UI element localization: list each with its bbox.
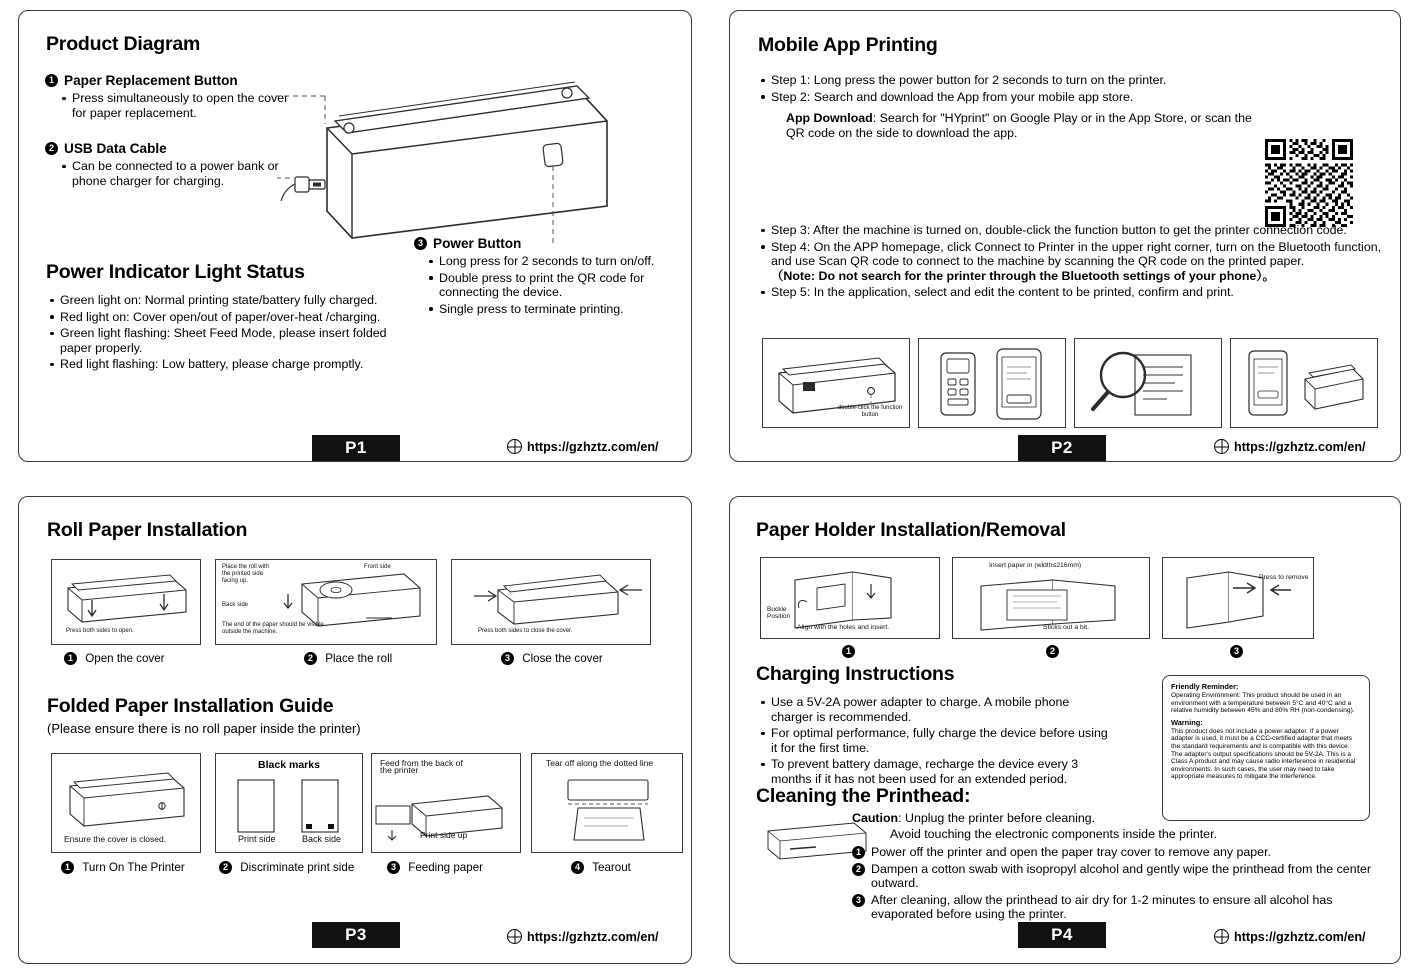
list-item: Step 1: Long press the power button for 2 seconds to turn on the printer.: [760, 73, 1380, 88]
list-item: Red light flashing: Low battery, please charge promptly.: [49, 357, 409, 372]
step-label: Turn On The Printer: [82, 861, 185, 874]
figure-feeding-paper: [371, 753, 521, 853]
step-label: Feeding paper: [408, 861, 484, 874]
charging-list: [760, 695, 1108, 789]
badge-number: 2: [1046, 645, 1059, 658]
globe-icon: [1214, 439, 1229, 454]
callout-bullet: Single press to terminate printing.: [428, 302, 679, 317]
globe-icon: [507, 439, 522, 454]
step-label: Open the cover: [85, 652, 165, 665]
step-label: Place the roll: [325, 652, 393, 665]
badge-number: 4: [571, 861, 584, 874]
step-caption-tearout: [571, 861, 631, 874]
figure-label-back: Back side: [222, 602, 249, 608]
badge-number: 2: [852, 863, 865, 876]
figure-label-sticks-out: Sticks out a bit.: [1043, 624, 1090, 631]
page-title-2: Mobile App Printing: [758, 34, 938, 56]
figure-close-cover: [451, 559, 651, 645]
website-url: https://gzhztz.com/en/: [527, 439, 659, 454]
steps-top-list: [760, 73, 1380, 106]
list-item: For optimal performance, fully charge the device before using it for the first time.: [760, 726, 1108, 755]
website-link-3: [507, 929, 659, 944]
figure-remote-and-phone: [918, 338, 1066, 428]
callout-bullet: Long press for 2 seconds to turn on/off.: [428, 254, 679, 269]
cleaning-step: [852, 845, 1374, 860]
website-url: https://gzhztz.com/en/: [527, 929, 659, 944]
figure-preview-magnifier: [1074, 338, 1222, 428]
list-item: Step 4: On the APP homepage, click Connect to Printer in the upper right corner, turn on the Bluetooth function, and use Scan QR code to connect to the machine by scanning the QR code on the printed paper.: [760, 240, 1382, 269]
friendly-reminder-box: [1162, 675, 1370, 821]
step-label: Tearout: [592, 861, 631, 874]
page-4: [729, 496, 1401, 964]
callout-label: USB Data Cable: [64, 141, 167, 156]
page-3: [18, 496, 692, 964]
figure-label-insert-paper: Insert paper in (width≤216mm): [989, 562, 1082, 569]
figure-inner-caption: Align with the holes and insert.: [797, 624, 890, 631]
figure-label-tear-off: Tear off along the dotted line: [546, 758, 654, 768]
page-badge-1: P1: [312, 435, 400, 461]
figure-label-black-marks: Black marks: [258, 759, 320, 771]
badge-number: 2: [219, 861, 232, 874]
figure-label-place: Place the roll with the printed side facing up.: [222, 564, 270, 584]
caution-text: : Unplug the printer before cleaning.: [898, 811, 1096, 825]
figure-label-print-side-up: Print side up: [420, 830, 468, 840]
step-caption-close-cover: [501, 652, 603, 665]
app-download-text: : Search for "HYprint" on Google Play or in the App Store, or scan the QR code on the side to download the app.: [786, 111, 1252, 140]
badge-number: 3: [387, 861, 400, 874]
caution-label: Caution: [852, 811, 899, 825]
step-caption-open-cover: [64, 652, 165, 665]
figure-inner-caption: Press both sides to open.: [66, 628, 134, 634]
page-title-4: Paper Holder Installation/Removal: [756, 519, 1066, 541]
figure-label-buckle-position: Buckle Position: [767, 606, 791, 620]
figure-place-roll: [215, 559, 437, 645]
website-url: https://gzhztz.com/en/: [1234, 439, 1366, 454]
page-badge-3: P3: [312, 922, 400, 948]
caution-text-2: Avoid touching the electronic components inside the printer.: [890, 827, 1217, 841]
bluetooth-note-text: （Note: Do not search for the printer through the Bluetooth settings of your phone）。: [771, 268, 1275, 283]
step-caption-turn-on-printer: [61, 861, 185, 874]
figure-open-cover: [51, 559, 201, 645]
page-title-1: Product Diagram: [46, 33, 201, 55]
badge-number: 3: [501, 652, 514, 665]
cleaning-step: [852, 862, 1374, 891]
list-item: Red light on: Cover open/out of paper/over-heat /charging.: [49, 310, 409, 325]
callout-bullet: Double press to print the QR code for connecting the device.: [428, 271, 679, 300]
badge-number-2: 2: [45, 142, 58, 155]
folded-paper-title: Folded Paper Installation Guide: [47, 695, 334, 717]
step-label: Discriminate print side: [240, 861, 355, 874]
website-link-1: [507, 439, 659, 454]
reminder-title: Friendly Reminder:: [1171, 682, 1239, 691]
step-caption-feeding-paper: [387, 861, 483, 874]
figure-printer-function-button: [762, 338, 910, 428]
badge-number-3: 3: [414, 237, 427, 250]
callout-usb-data-cable: [45, 141, 280, 190]
step-caption-place-roll: [304, 652, 392, 665]
website-link-4: [1214, 929, 1366, 944]
step-caption-holder-1: [842, 645, 855, 658]
page-badge-4: P4: [1018, 922, 1106, 948]
list-item: Green light on: Normal printing state/battery fully charged.: [49, 293, 409, 308]
figure-label-back-side: Back side: [302, 834, 342, 844]
list-item: Step 3: After the machine is turned on, double-click the function button to get the printer connection code.: [760, 223, 1382, 238]
page-title-3: Roll Paper Installation: [47, 519, 248, 541]
app-download-block: [786, 111, 1266, 140]
app-download-label: App Download: [786, 111, 873, 125]
step-caption-discriminate: [219, 861, 354, 874]
warning-title: Warning:: [1171, 717, 1203, 727]
printer-illustration: [277, 66, 667, 256]
caution-block: [852, 811, 1272, 826]
cleaning-steps: [852, 845, 1374, 922]
figure-inner-caption: Press both sides to close the cover.: [478, 628, 573, 634]
figure-inner-caption: The end of the paper should be visible outside the machine.: [222, 622, 324, 635]
badge-number: 1: [842, 645, 855, 658]
figure-caption-double-click: double-click the function button: [837, 405, 903, 418]
callout-label: Power Button: [433, 236, 522, 251]
badge-number: 3: [852, 894, 865, 907]
callout-bullet: Press simultaneously to open the cover for paper replacement.: [61, 91, 305, 120]
charging-title: Charging Instructions: [756, 663, 955, 685]
power-indicator-title: Power Indicator Light Status: [46, 261, 305, 283]
cleaning-title: Cleaning the Printhead:: [756, 785, 971, 807]
globe-icon: [507, 929, 522, 944]
badge-number: 1: [61, 861, 74, 874]
list-item: Use a 5V-2A power adapter to charge. A mobile phone charger is recommended.: [760, 695, 1108, 724]
globe-icon: [1214, 929, 1229, 944]
figure-label-print-side: Print side: [238, 834, 276, 844]
list-item: Green light flashing: Sheet Feed Mode, please insert folded paper properly.: [49, 326, 409, 355]
figure-holder-insert: [760, 557, 940, 639]
figure-holder-remove: [1162, 557, 1314, 639]
page-1: [18, 10, 692, 462]
page-2: [729, 10, 1401, 462]
figure-turn-on-printer: [51, 753, 201, 853]
cleaning-step-text: After cleaning, allow the printhead to air dry for 1-2 minutes to ensure all alcohol has evaporated before using the printer.: [871, 892, 1333, 922]
list-item: To prevent battery damage, recharge the device every 3 months if it has not been used for an extended period.: [760, 757, 1108, 786]
steps-bottom-list: [760, 223, 1382, 302]
reminder-text: Operating Environment: This product should be used in an environment with a temperature between 5°C and 40°C and a relative humidity between 45% and 80% RH (non-condensing).: [1171, 692, 1355, 715]
badge-number: 3: [1230, 645, 1243, 658]
figure-inner-caption: Ensure the cover is closed.: [64, 834, 167, 844]
figure-label-front: Front side: [364, 564, 391, 570]
bluetooth-note: [760, 269, 1382, 284]
warning-text: This product does not include a power adapter. If a power adapter is used, it must be a CCC-certified adapter that meets the standard requirements and is compatible with this device. The adapter's output specifications should be 5V-2A. This is a Class A product and may cause radio interference in residential environments. In such cases, the user may need to take appropriate measures to mitigate the interference.: [1171, 727, 1356, 781]
badge-number: 1: [852, 846, 865, 859]
badge-number-1: 1: [45, 74, 58, 87]
callout-bullet: Can be connected to a power bank or phone charger for charging.: [61, 159, 280, 188]
figure-holder-insert-paper: [952, 557, 1150, 639]
list-item: Step 2: Search and download the App from your mobile app store.: [760, 90, 1380, 105]
power-indicator-list: [49, 293, 409, 374]
figure-label-feed-from-back: Feed from the back of the printer: [380, 758, 463, 775]
website-url: https://gzhztz.com/en/: [1234, 929, 1366, 944]
badge-number: 1: [64, 652, 77, 665]
page-badge-2: P2: [1018, 435, 1106, 461]
step-label: Close the cover: [522, 652, 603, 665]
cleaning-step-text: Power off the printer and open the paper tray cover to remove any paper.: [871, 845, 1271, 859]
figure-phone-printing: [1230, 338, 1378, 428]
figure-inner-caption: Press to remove: [1259, 574, 1309, 581]
badge-number: 2: [304, 652, 317, 665]
qr-code-app-download: [1265, 139, 1353, 227]
callout-label: Paper Replacement Button: [64, 73, 238, 88]
step-caption-holder-2: [1046, 645, 1059, 658]
list-item: Step 5: In the application, select and edit the content to be printed, confirm and print.: [760, 285, 1382, 300]
cleaning-step-text: Dampen a cotton swab with isopropyl alcohol and gently wipe the printhead from the center outward.: [871, 861, 1372, 891]
callout-paper-replacement-button: [45, 73, 305, 122]
figure-discriminate-print-side: [215, 753, 363, 853]
figure-tearout: [531, 753, 683, 853]
step-caption-holder-3: [1230, 645, 1243, 658]
folded-paper-subtitle: (Please ensure there is no roll paper inside the printer): [47, 721, 361, 736]
website-link-2: [1214, 439, 1366, 454]
cleaning-step: [852, 893, 1374, 922]
